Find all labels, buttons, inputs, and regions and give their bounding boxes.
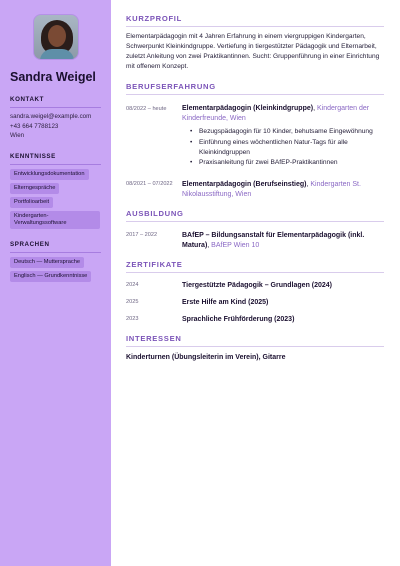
profile-text: Elementarpädagogin mit 4 Jahren Erfahrung in einem viergruppigen Kindergarten, Schwerpunkt Kleinkindgruppe. Vertiefung in tiergestützter Pädagogik und Elternarbeit, zuletzt Anleitung von zwei Praktikantinnen. Sucht: Gruppenführung in einer Einrichtung mit offenem Konzept. (126, 33, 380, 70)
skill-tag: Elterngespräche (10, 183, 59, 194)
skills-list (10, 169, 101, 229)
language-tag: Deutsch — Muttersprache (10, 257, 84, 268)
languages-heading: SPRACHEN (10, 241, 101, 253)
entry-org: Kindergarten der Kinderfreunde, Wien (182, 105, 370, 122)
languages-list (10, 257, 101, 282)
interests-text: Kinderturnen (Übungsleiterin im Verein), Gitarre (126, 353, 286, 361)
contact-block (10, 112, 101, 141)
bullet-item: • Praxisanleitung für zwei BAfEP-Praktikantinnen (190, 158, 384, 168)
skill-tag: Portfolioarbeit (10, 197, 53, 208)
entry-title: Elementarpädagogin (Kleinkindgruppe), Kindergarten der Kinderfreunde, Wien (182, 105, 370, 122)
certificate-year: 2025 (126, 298, 139, 305)
certificate-item (126, 298, 384, 307)
certificate-year: 2024 (126, 281, 139, 288)
contact-city: Wien (10, 132, 25, 139)
entry-org: BAfEP Wien 10 (211, 241, 260, 249)
entry-date: 2017 – 2022 (126, 232, 158, 238)
entry-title: Elementarpädagogin (Berufseinstieg), Kindergarten St. Nikolausstiftung, Wien (182, 180, 361, 198)
skill-tag: Kindergarten-Verwaltungssoftware (10, 211, 100, 229)
certificates-heading: ZERTIFIKATE (126, 260, 384, 273)
main-content (126, 14, 384, 361)
certificate-item (126, 315, 384, 324)
profile-heading: KURZPROFIL (126, 14, 384, 27)
entry-date: 08/2022 – heute (126, 105, 167, 112)
experience-entry (126, 180, 384, 200)
experience-entry (126, 104, 384, 169)
contact-phone[interactable]: +43 664 7788123 (10, 122, 59, 130)
certificate-title: Erste Hilfe am Kind (2025) (182, 298, 269, 306)
contact-email[interactable]: sandra.weigel@example.com (10, 113, 92, 120)
experience-heading: BERUFSERFAHRUNG (126, 82, 384, 95)
certificate-title: Sprachliche Frühförderung (2023) (182, 315, 295, 323)
entry-bullets (182, 127, 384, 168)
person-name: Sandra Weigel (10, 70, 96, 84)
certificate-item (126, 281, 384, 290)
language-tag: Englisch — Grundkenntnisse (10, 271, 91, 282)
skill-tag: Entwicklungsdokumentation (10, 169, 89, 180)
entry-title: BAfEP – Bildungsanstalt für Elementarpädagogik (inkl. Matura), BAfEP Wien 10 (182, 231, 365, 249)
education-entry (126, 231, 384, 251)
entry-date: 08/2021 – 07/2022 (126, 181, 173, 187)
bullet-item: • Bezugspädagogin für 10 Kinder, behutsame Eingewöhnung (190, 127, 384, 137)
profile-photo (33, 14, 79, 60)
entry-org: Kindergarten St. Nikolausstiftung, Wien (182, 180, 361, 198)
interests-heading: INTERESSEN (126, 334, 384, 347)
bullet-item: • Einführung eines wöchentlichen Natur-Tags für alle Kleinkindgruppen (190, 138, 384, 158)
certificate-year: 2023 (126, 315, 139, 322)
certificate-title: Tiergestützte Pädagogik – Grundlagen (2024) (182, 281, 333, 289)
education-heading: AUSBILDUNG (126, 209, 384, 222)
sidebar (0, 0, 111, 566)
skills-heading: KENNTNISSE (10, 153, 101, 165)
contact-heading: KONTAKT (10, 96, 101, 108)
